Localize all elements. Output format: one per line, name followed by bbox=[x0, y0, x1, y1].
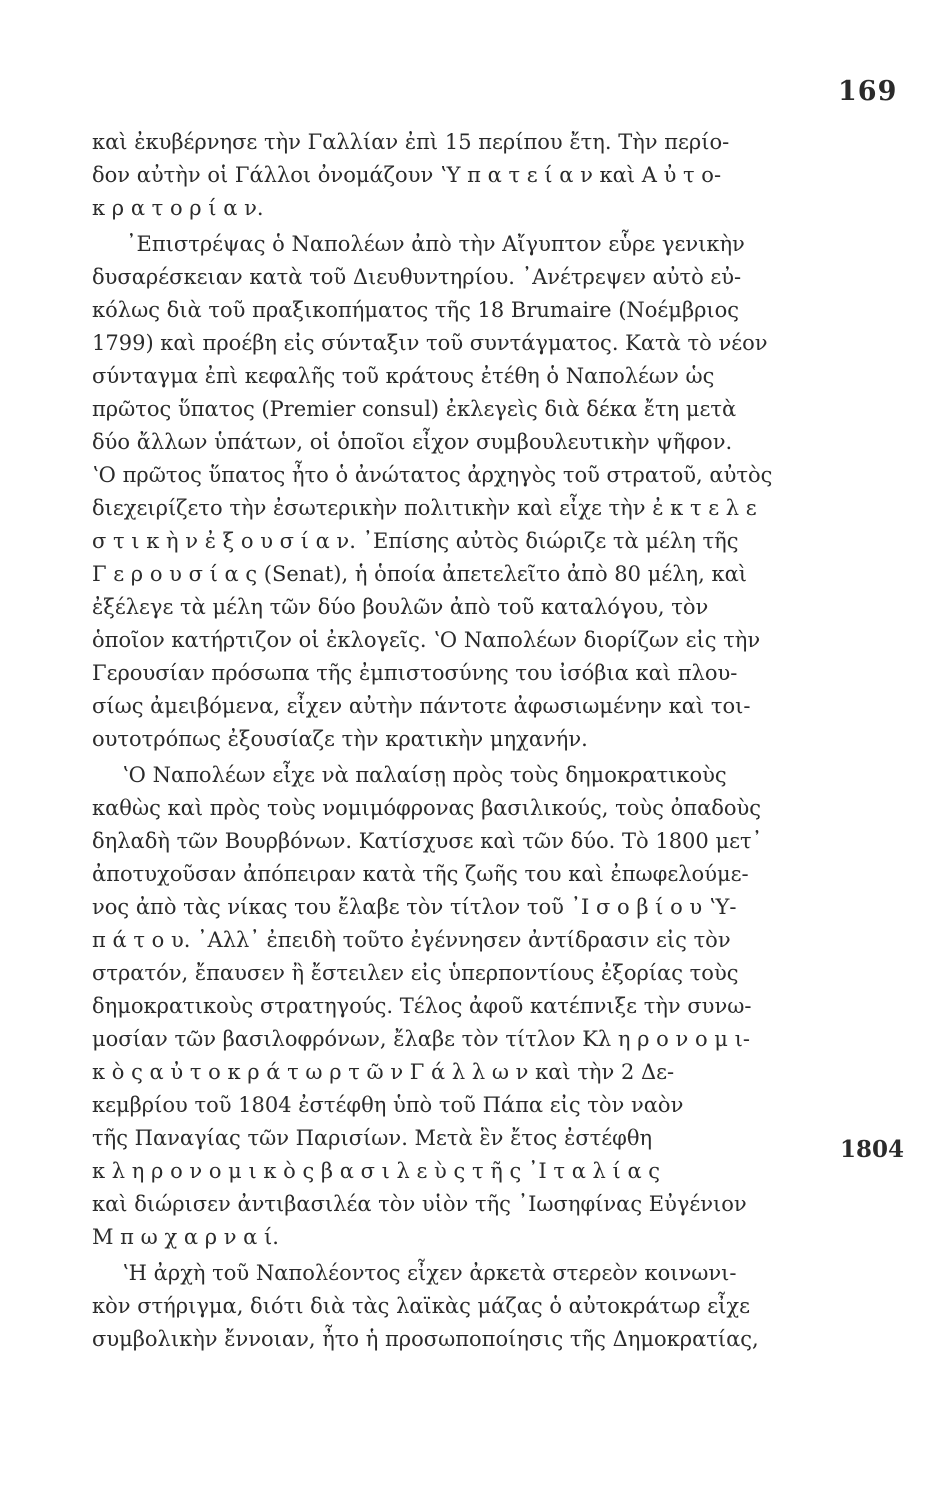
text-line: δύο ἄλλων ὑπάτων, οἱ ὁποῖοι εἶχον συμβουλευτικὴν ψῆφον. bbox=[92, 430, 733, 454]
text-line: συμβολικὴν ἔννοιαν, ἦτο ἡ προσωποποίησις τῆς Δημοκρατίας, bbox=[92, 1327, 759, 1351]
text-line: σίως ἀμειβόμενα, εἶχεν αὐτὴν πάντοτε ἀφωσιωμένην καὶ τοι- bbox=[92, 694, 751, 718]
text-line: ʽΟ πρῶτος ὕπατος ἦτο ὁ ἀνώτατος ἀρχηγὸς τοῦ στρατοῦ, αὐτὸς bbox=[92, 463, 773, 487]
text-line: ὁποῖον κατήρτιζον οἱ ἐκλογεῖς. ʽΟ Ναπολέων διορίζων εἰς τὴν bbox=[92, 628, 761, 652]
text-line: τῆς Παναγίας τῶν Παρισίων. Μετὰ ἓν ἔτος ἐστέφθη bbox=[92, 1126, 653, 1150]
text-line: ἀποτυχοῦσαν ἀπόπειραν κατὰ τῆς ζωῆς του καὶ ἐπωφελούμε- bbox=[92, 862, 749, 886]
text-line: κ ρ α τ ο ρ ί α ν. bbox=[92, 196, 264, 220]
text-line: σ τ ι κ ὴ ν ἐ ξ ο υ σ ί α ν. ᾿Επίσης αὐτὸς διώριζε τὰ μέλη τῆς bbox=[92, 529, 739, 553]
text-line: διεχειρίζετο τὴν ἐσωτερικὴν πολιτικὴν καὶ εἶχε τὴν ἐ κ τ ε λ ε bbox=[92, 496, 757, 520]
text-line: πρῶτος ὕπατος (Premier consul) ἐκλεγεὶς διὰ δέκα ἔτη μετὰ bbox=[92, 397, 737, 421]
text-line: νος ἀπὸ τὰς νίκας του ἔλαβε τὸν τίτλον τοῦ ᾿Ι σ ο β ί ο υ ʽΥ- bbox=[92, 895, 737, 919]
text-line: ἐξέλεγε τὰ μέλη τῶν δύο βουλῶν ἀπὸ τοῦ καταλόγου, τὸν bbox=[92, 595, 709, 619]
text-line: 1799) καὶ προέβη εἰς σύνταξιν τοῦ συντάγματος. Κατὰ τὸ νέον bbox=[92, 331, 768, 355]
text-line: ʽΗ ἀρχὴ τοῦ Ναπολέοντος εἶχεν ἀρκετὰ στερεὸν κοινωνι- bbox=[122, 1261, 737, 1285]
text-line: κ λ η ρ ο ν ο μ ι κ ὸ ς β α σ ι λ ε ὺ ς τ ῆ ς ᾿Ι τ α λ ί α ς bbox=[92, 1159, 661, 1183]
text-line: σύνταγμα ἐπὶ κεφαλῆς τοῦ κράτους ἐτέθη ὁ Ναπολέων ὡς bbox=[92, 364, 715, 388]
text-line: στρατόν, ἔπαυσεν ἢ ἔστειλεν εἰς ὑπερποντίους ἐξορίας τοὺς bbox=[92, 961, 739, 985]
text-line: π ά τ ο υ. ᾿Αλλ᾿ ἐπειδὴ τοῦτο ἐγέννησεν ἀντίδρασιν εἰς τὸν bbox=[92, 928, 731, 952]
text-line: μοσίαν τῶν βασιλοφρόνων, ἔλαβε τὸν τίτλον Κλ η ρ ο ν ο μ ι- bbox=[92, 1027, 750, 1051]
text-line: Μ π ω χ α ρ ν α ί. bbox=[92, 1225, 279, 1249]
text-line: δυσαρέσκειαν κατὰ τοῦ Διευθυντηρίου. ᾿Ανέτρεψεν αὐτὸ εὐ- bbox=[92, 265, 742, 289]
page-number: 169 bbox=[838, 76, 898, 107]
text-line: ουτοτρόπως ἐξουσίαζε τὴν κρατικὴν μηχανήν. bbox=[92, 727, 588, 751]
text-line: ᾿Επιστρέψας ὁ Ναπολέων ἀπὸ τὴν Αἴγυπτον εὗρε γενικὴν bbox=[126, 232, 745, 256]
text-line: ʽΟ Ναπολέων εἶχε νὰ παλαίσῃ πρὸς τοὺς δημοκρατικοὺς bbox=[122, 763, 727, 787]
text-line: Γ ε ρ ο υ σ ί α ς (Senat), ἡ ὁποία ἀπετελεῖτο ἀπὸ 80 μέλη, καὶ bbox=[92, 562, 747, 586]
text-line: καθὼς καὶ πρὸς τοὺς νομιμόφρονας βασιλικούς, τοὺς ὀπαδοὺς bbox=[92, 796, 762, 820]
text-line: κόλως διὰ τοῦ πραξικοπήματος τῆς 18 Brumaire (Νοέμβριος bbox=[92, 298, 740, 322]
text-line: Γερουσίαν πρόσωπα τῆς ἐμπιστοσύνης του ἰσόβια καὶ πλου- bbox=[92, 661, 738, 685]
text-line: δημοκρατικοὺς στρατηγούς. Τέλος ἀφοῦ κατέπνιξε τὴν συνω- bbox=[92, 994, 752, 1018]
text-line: καὶ ἐκυβέρνησε τὴν Γαλλίαν ἐπὶ 15 περίπου ἔτη. Τὴν περίο- bbox=[92, 130, 730, 154]
text-line: δηλαδὴ τῶν Βουρβόνων. Κατίσχυσε καὶ τῶν δύο. Τὸ 1800 μετ᾿ bbox=[92, 829, 763, 853]
text-line: κ ὸ ς α ὐ τ ο κ ρ ά τ ω ρ τ ῶ ν Γ ά λ λ ω ν καὶ τὴν 2 Δε- bbox=[92, 1060, 675, 1084]
margin-note-year: 1804 bbox=[840, 1136, 905, 1163]
text-line: κεμβρίου τοῦ 1804 ἐστέφθη ὑπὸ τοῦ Πάπα εἰς τὸν ναὸν bbox=[92, 1093, 684, 1117]
text-line: δον αὐτὴν οἱ Γάλλοι ὀνομάζουν ʽΥ π α τ ε ί α ν καὶ Α ὐ τ ο- bbox=[92, 163, 722, 187]
text-line: καὶ διώρισεν ἀντιβασιλέα τὸν υἱὸν τῆς ᾿Ιωσηφίνας Εὐγένιον bbox=[92, 1192, 747, 1216]
text-line: κὸν στήριγμα, διότι διὰ τὰς λαϊκὰς μάζας ὁ αὐτοκράτωρ εἶχε bbox=[92, 1294, 751, 1318]
